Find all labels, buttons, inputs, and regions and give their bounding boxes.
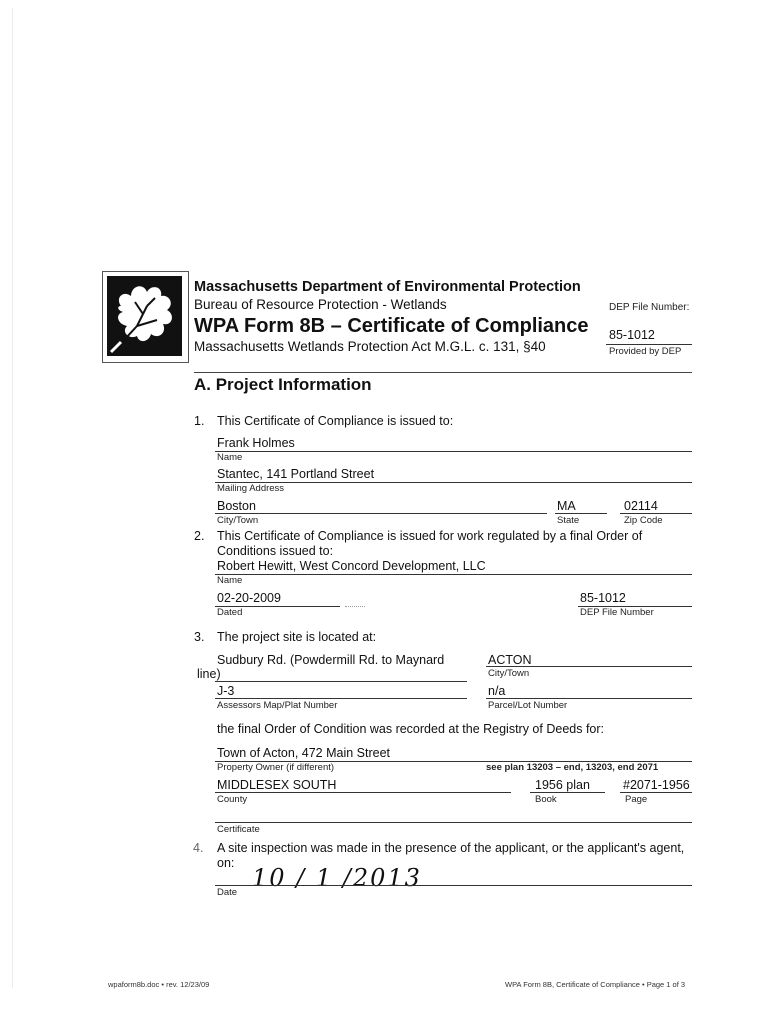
q4-text-line1: A site inspection was made in the presence of the applicant, or the applicant's agent, bbox=[217, 841, 685, 855]
oak-leaf-logo-icon bbox=[107, 276, 182, 356]
footer-left: wpaform8b.doc • rev. 12/23/09 bbox=[108, 980, 210, 989]
page-label: Page bbox=[625, 794, 648, 805]
zip-label: Zip Code bbox=[624, 515, 663, 526]
q2-number: 2. bbox=[194, 529, 205, 543]
header-rule bbox=[194, 372, 692, 373]
owner-label: Property Owner (if different) bbox=[217, 762, 335, 773]
county-line bbox=[215, 792, 511, 793]
parcel-label: Parcel/Lot Number bbox=[488, 700, 568, 711]
q2-text-line2: Conditions issued to: bbox=[217, 544, 334, 558]
zip-line bbox=[620, 513, 692, 514]
q3-text: The project site is located at: bbox=[217, 630, 377, 644]
dated-value: 02-20-2009 bbox=[217, 591, 281, 605]
state-value: MA bbox=[557, 499, 576, 513]
order-file-value: 85-1012 bbox=[580, 591, 626, 605]
dep-file-label: DEP File Number: bbox=[609, 302, 690, 313]
q1-text: This Certificate of Compliance is issued to: bbox=[217, 414, 454, 428]
dated-label: Dated bbox=[217, 607, 243, 618]
bureau-name: Bureau of Resource Protection - Wetlands bbox=[194, 297, 447, 312]
page-line bbox=[620, 792, 692, 793]
certificate-label: Certificate bbox=[217, 824, 260, 835]
scan-edge-shadow bbox=[12, 8, 13, 988]
mailing-address-line bbox=[215, 482, 692, 483]
q2-text-line1: This Certificate of Compliance is issued for work regulated by a final Order of bbox=[217, 529, 643, 543]
dep-file-value: 85-1012 bbox=[609, 328, 655, 342]
order-name-line bbox=[215, 574, 692, 575]
page-value: #2071-1956 bbox=[623, 778, 690, 792]
county-value: MIDDLESEX SOUTH bbox=[217, 778, 337, 792]
certificate-line bbox=[215, 822, 692, 823]
order-name-label: Name bbox=[217, 575, 243, 586]
city-line bbox=[215, 513, 547, 514]
site-city-value: ACTON bbox=[488, 653, 532, 667]
order-file-label: DEP File Number bbox=[580, 607, 654, 618]
owner-value: Town of Acton, 472 Main Street bbox=[217, 746, 391, 760]
map-label: Assessors Map/Plat Number bbox=[217, 700, 338, 711]
site-city-label: City/Town bbox=[488, 668, 530, 679]
county-label: County bbox=[217, 794, 248, 805]
recipient-name-line bbox=[215, 451, 692, 452]
site-city-line bbox=[486, 666, 692, 667]
state-label: State bbox=[557, 515, 580, 526]
city-value: Boston bbox=[217, 499, 256, 513]
zip-value: 02114 bbox=[624, 499, 658, 513]
map-line bbox=[215, 698, 467, 699]
dated-dots bbox=[345, 606, 365, 607]
parcel-value: n/a bbox=[488, 684, 506, 698]
city-label: City/Town bbox=[217, 515, 259, 526]
street-line bbox=[215, 681, 467, 682]
q3-number: 3. bbox=[194, 630, 205, 644]
recipient-name-value: Frank Holmes bbox=[217, 436, 295, 450]
mailing-address-label: Mailing Address bbox=[217, 483, 285, 494]
form-title: WPA Form 8B – Certificate of Compliance bbox=[194, 315, 589, 337]
state-line bbox=[555, 513, 607, 514]
mailing-address-value: Stantec, 141 Portland Street bbox=[217, 467, 375, 481]
act-citation: Massachusetts Wetlands Protection Act M.G.L. c. 131, §40 bbox=[194, 339, 546, 354]
map-value: J-3 bbox=[217, 684, 235, 698]
recipient-name-label: Name bbox=[217, 452, 243, 463]
inspection-date-label: Date bbox=[217, 887, 238, 898]
section-a-title: A. Project Information bbox=[194, 375, 372, 394]
inspection-date-handwritten: 10 / 1 /2013 bbox=[252, 864, 422, 892]
registry-text: the final Order of Condition was recorded at the Registry of Deeds for: bbox=[217, 722, 604, 736]
q1-number: 1. bbox=[194, 414, 205, 428]
q4-number: 4. bbox=[193, 841, 204, 855]
provided-by-label: Provided by DEP bbox=[609, 346, 682, 357]
plan-note: see plan 13203 – end, 13203, end 2071 bbox=[486, 762, 659, 773]
q4-text-line2: on: bbox=[217, 856, 235, 870]
agency-name: Massachusetts Department of Environmental Protection bbox=[194, 279, 581, 295]
book-label: Book bbox=[535, 794, 557, 805]
street-value-line2: line) bbox=[197, 667, 221, 681]
dep-file-underline bbox=[606, 344, 692, 345]
book-value: 1956 plan bbox=[535, 778, 590, 792]
book-line bbox=[530, 792, 605, 793]
order-name-value: Robert Hewitt, West Concord Development, LLC bbox=[217, 559, 486, 573]
footer-right: WPA Form 8B, Certificate of Compliance • Page 1 of 3 bbox=[505, 980, 686, 989]
street-value-line1: Sudbury Rd. (Powdermill Rd. to Maynard bbox=[217, 653, 445, 667]
inspection-date-line bbox=[215, 885, 692, 886]
parcel-line bbox=[486, 698, 692, 699]
